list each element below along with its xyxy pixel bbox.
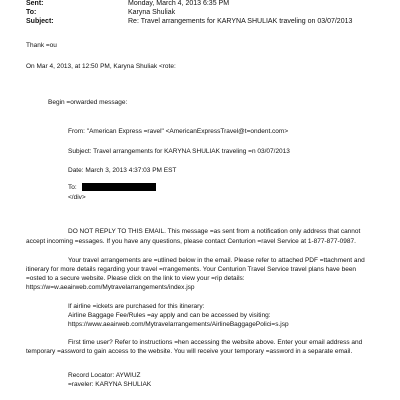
subject-label: Subject: <box>26 18 54 25</box>
no-reply-line-1: DO NOT REPLY TO THIS EMAIL. This message =as sent from a notification only address that cannot <box>68 228 361 235</box>
traveler-line: =raveler: KARYNA SHULIAK <box>68 381 152 388</box>
begin-forwarded-line: Begin =orwarded message: <box>48 99 128 106</box>
subject-value: Re: Travel arrangements for KARYNA SHULIAK traveling on 03/07/2013 <box>128 18 353 25</box>
no-reply-line-2: accept incoming =essages. If you have any questions, please contact Centurion =ravel Service at 1-877-877-0987. <box>26 238 356 245</box>
first-time-line-1: First time user? Refer to instructions =hen accessing the website above. Enter your email address and <box>68 339 363 346</box>
arrangements-line-1: Your travel arrangements are =utlined below in the email. Please refer to attached PDF =ttachment and <box>68 257 365 264</box>
to-value: Karyna Shuliak <box>128 9 176 16</box>
div-close-tag: </div> <box>68 194 86 201</box>
forwarded-subject-line: Subject: Travel arrangements for KARYNA SHULIAK traveling =n 03/07/2013 <box>68 148 290 155</box>
forwarded-date-line: Date: March 3, 2013 4:37:03 PM EST <box>68 167 177 174</box>
tickets-line: If airline =ickets are purchased for this itinerary: <box>68 303 205 310</box>
redaction-bar <box>82 183 156 191</box>
to-label: To: <box>26 9 37 16</box>
reply-attribution-line: On Mar 4, 2013, at 12:50 PM, Karyna Shuliak <rote: <box>26 63 176 70</box>
itinerary-link[interactable]: https://w=w.aeairweb.com/Mytravelarrangements/index.jsp <box>26 284 195 291</box>
baggage-line: Airline Baggage Fee/Rules =ay apply and can be accessed by visiting: <box>68 312 271 319</box>
arrangements-line-2: itinerary for more details regarding your travel =rrangements. Your Centurion Travel Service travel plans have been <box>26 266 357 273</box>
arrangements-line-3: =osted to a secure website. Please click on the link to view your =rip details: <box>26 275 245 282</box>
first-time-line-2: temporary =assword to gain access to the website. You will receive your temporary =assword in a separate email. <box>26 348 353 355</box>
record-locator-line: Record Locator: AYWIUZ <box>68 372 141 379</box>
sent-label: Sent: <box>26 0 44 7</box>
sent-value: Monday, March 4, 2013 6:35 PM <box>128 0 230 7</box>
thanks-line: Thank =ou <box>26 42 57 49</box>
forwarded-from-line: From: "American Express =ravel" <AmericanExpressTravel@t=ondent.com> <box>68 128 289 135</box>
baggage-link[interactable]: https://www.aeairweb.com/Mytravelarrangements/AirlineBaggagePolici=s.jsp <box>68 321 289 328</box>
forwarded-to-line: To: <box>68 184 77 191</box>
